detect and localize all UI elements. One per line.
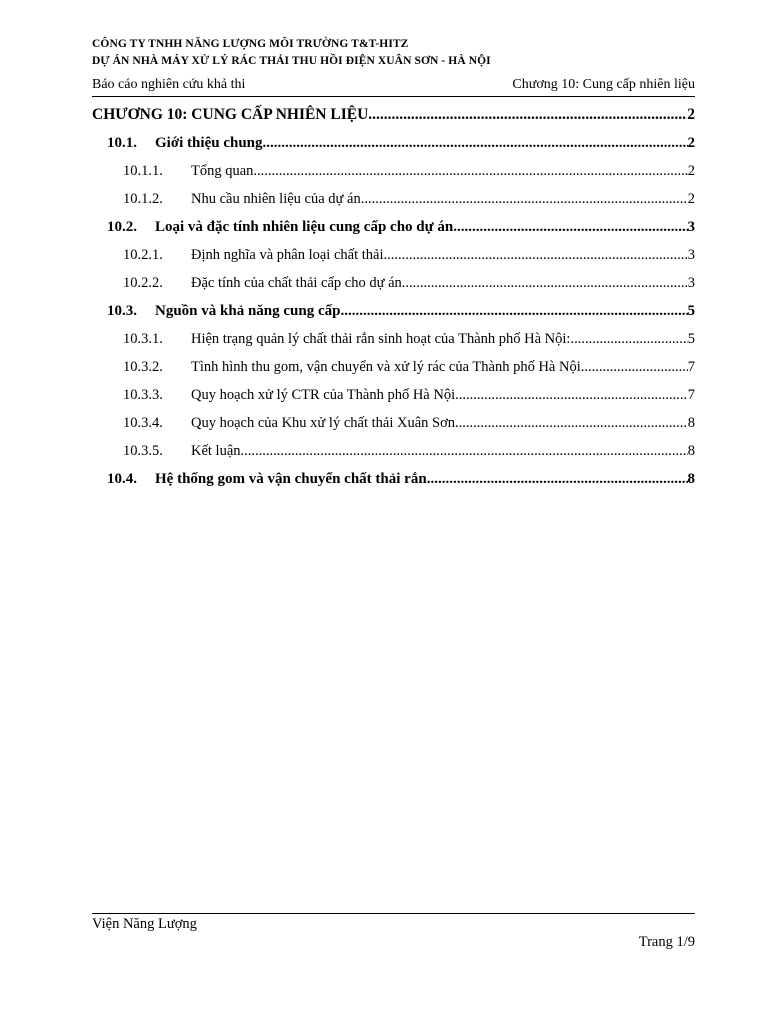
toc-number: 10.3.3. [123,387,163,403]
toc-number: 10.1. [107,135,137,151]
toc-page: 8 [687,415,695,431]
toc-page: 2 [687,106,695,123]
toc-number: 10.2.2. [123,275,163,291]
toc-leader [402,272,688,294]
toc-leader [253,160,687,182]
toc-page: 2 [687,191,695,207]
toc-entry-10-3-4[interactable] [123,412,695,434]
toc-entry-10-2-2[interactable] [123,272,695,294]
toc-entry-10-1-2[interactable] [123,188,695,210]
toc-page: 3 [687,219,695,235]
toc-entry-chapter[interactable] [92,104,695,126]
toc-entry-10-3-5[interactable] [123,440,695,462]
toc-page: 8 [687,471,695,487]
toc-title: Tổng quan [191,163,254,179]
toc-number: 10.3.2. [123,359,163,375]
toc-title: Loại và đặc tính nhiên liệu cung cấp cho dự án [155,219,454,235]
toc-title: Nguồn và khả năng cung cấp [155,303,341,319]
toc-title: Quy hoạch xử lý CTR của Thành phố Hà Nội [191,387,456,403]
toc-number: 10.4. [107,471,137,487]
toc-entry-10-1[interactable] [107,132,695,154]
toc-title: Định nghĩa và phân loại chất thải [191,247,384,263]
toc-entry-10-3-3[interactable] [123,384,695,406]
chapter-reference: Chương 10: Cung cấp nhiên liệu [512,77,695,92]
toc-leader [581,356,688,378]
footer-divider [92,913,695,914]
toc-page: 5 [687,331,695,347]
toc-leader [455,384,688,406]
toc-title: Nhu cầu nhiên liệu của dự án [191,191,361,207]
toc-title: Hệ thống gom và vận chuyển chất thải rắn [155,471,427,487]
toc-entry-10-1-1[interactable] [123,160,695,182]
company-name: CÔNG TY TNHH NĂNG LƯỢNG MÔI TRƯỜNG T&T-HITZ [92,38,409,50]
toc-entry-10-2-1[interactable] [123,244,695,266]
footer-institute: Viện Năng Lượng [92,916,197,932]
toc-leader [368,104,687,126]
toc-leader [570,328,687,350]
toc-entry-10-2[interactable] [107,216,695,238]
toc-entry-10-3-1[interactable] [123,328,695,350]
toc-leader [455,412,688,434]
toc-page: 2 [687,135,695,151]
toc-page: 5 [687,303,695,319]
toc-page: 3 [687,275,695,291]
toc-page: 7 [687,359,695,375]
project-name: DỰ ÁN NHÀ MÁY XỬ LÝ RÁC THẢI THU HỒI ĐIỆN XUÂN SƠN - HÀ NỘI [92,55,491,67]
toc-entry-10-4[interactable] [107,468,695,490]
toc-title: Tình hình thu gom, vận chuyển và xử lý rác của Thành phố Hà Nội [191,359,581,375]
toc-leader [361,188,688,210]
toc-title: Giới thiệu chung [155,135,263,151]
page-number: Trang 1/9 [638,934,695,950]
toc-number: 10.2. [107,219,137,235]
toc-title: Quy hoạch của Khu xử lý chất thải Xuân Sơn [191,415,455,431]
toc-entry-10-3-2[interactable] [123,356,695,378]
toc-number: 10.3. [107,303,137,319]
toc-page: 7 [687,387,695,403]
toc-number: 10.1.2. [123,191,163,207]
toc-title: CHƯƠNG 10: CUNG CẤP NHIÊN LIỆU [92,106,369,123]
toc-number: 10.2.1. [123,247,163,263]
toc-title: Hiện trạng quản lý chất thải rắn sinh hoạt của Thành phố Hà Nội: [191,331,571,347]
toc-number: 10.3.4. [123,415,163,431]
toc-leader [263,132,688,154]
toc-page: 3 [687,247,695,263]
toc-leader [383,244,687,266]
toc-leader [340,300,687,322]
running-header [92,75,695,97]
toc-title: Đặc tính của chất thải cấp cho dự án [191,275,402,291]
toc-page: 8 [687,443,695,459]
toc-leader [427,468,688,490]
toc-number: 10.3.1. [123,331,163,347]
toc-leader [453,216,687,238]
toc-entry-10-3[interactable] [107,300,695,322]
toc-number: 10.1.1. [123,163,163,179]
toc-page: 2 [687,163,695,179]
toc-number: 10.3.5. [123,443,163,459]
toc-title: Kết luận [191,443,241,459]
toc-leader [241,440,688,462]
report-type: Báo cáo nghiên cứu khả thi [92,77,246,92]
